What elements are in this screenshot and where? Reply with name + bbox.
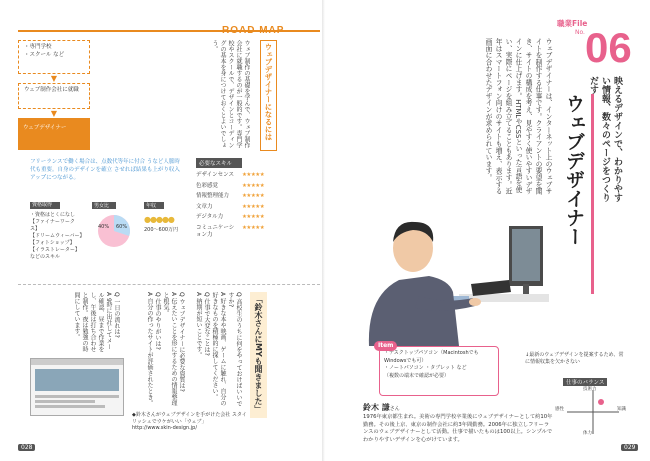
balance-axis: 知識 [617, 407, 626, 412]
skill-row: 文章力 ★★★★★ [196, 203, 265, 210]
interview-heading: 「鈴木さんにMYも聞きました」 [250, 292, 267, 418]
profile-name-text: 鈴木 謙 [363, 403, 390, 412]
skill-row: デザインセンス ★★★★★ [196, 172, 265, 178]
qual-panel [30, 202, 85, 261]
job-title: ウェブデザイナー [561, 94, 594, 294]
balance-title: 仕事のバランス [563, 378, 607, 386]
qual-item: 【イラストレーター】 [30, 247, 80, 253]
qual-item: ・資格はとくになし [30, 212, 76, 218]
income-panel [144, 202, 192, 233]
item-entry: （複数の端末で確認が必要） [384, 372, 450, 379]
ratio-value: 60% [116, 224, 128, 230]
file-number: 06 [585, 24, 632, 71]
ratio-title: 男女比 [92, 202, 116, 209]
qual-item: などのスキル [30, 254, 60, 260]
income-label: 200〜600万円 [144, 227, 179, 233]
file-no-label: No. [575, 29, 585, 36]
qa-column-3: Q 一日の流れは? A 9時に出社してメール確認、昼まで作業をし、午後は打ち合わせと制作。夜は勉強の時間にしています。 [73, 292, 120, 352]
skill-row: コミュニケーション力 ★★★★★ [196, 224, 265, 238]
website-thumbnail [30, 358, 124, 416]
road-text: ウェブ制作の基礎を学んで、ウェブ制作会社に就職するのが一般的です。専門学校やスクールで、デザインとコーディングの基本を身につけておくとよいでしょう。 [211, 40, 250, 148]
page-number: 028 [18, 444, 35, 451]
profile-text: 1976年東京都生まれ。美術の専門学校卒業後にウェブデザイナーとして約10年勤務。その後上京、東京の制作会社に約3年間勤務。2006年に独立しフリーランスのウェブデザイナーとして活動。仕事で描いたものは100以上。シンプルでわかりやすいデザインを心がけています。 [363, 414, 553, 443]
profile-suffix: さん [389, 406, 400, 412]
road-step-goal: ウェブデザイナー [18, 118, 90, 150]
profile-name [363, 402, 400, 413]
road-map [18, 40, 90, 150]
qual-item: 【フォトショップ】 [30, 240, 75, 246]
skills-title: 必要なスキル [196, 158, 242, 168]
qa-column-1: Q 高校生のうちに何をやっておけばいいですか? A 好きな本や映画、ゲームに触れ、自分の好きなものを積極的に探してください。 Q 仕事で大変なことは? A 納期が短いことです。 [195, 292, 242, 407]
freelance-note: フリーランスで働く場合は、点数代等年に付合 うなど人脈時代も重要。自身のデザインを確立 させれば結果も上がり収入アップにつながる。 [30, 159, 180, 181]
ratio-value: 40% [98, 224, 110, 230]
arrow-down-icon: ▼ [50, 109, 58, 118]
body-text: ウェブデザイナーは、インターネット上のウェブサイトを制作する仕事です。クライアントの要望を聞き、サイトの構成を考え、見やすく使いやすいデザインに仕上げます。HTMLやCSSといった言語を使い、実際にページを組み立てることもあります。近年はスマートフォン向けのサイトも増え、表示する画面に合わせたデザインが求められています。 [484, 38, 552, 195]
title-rule [18, 30, 320, 32]
road-vertical-heading: ウェブデザイナーになるには [260, 40, 277, 151]
qa-column-2: Q ウェブデザイナーに必要な資質は? A 伝えたいことを形にするための情報整理と根気。 Q 仕事のやりがいは? A 自分の作ったサイトが評価されたとき。 [146, 292, 185, 407]
qual-item: 【ファイナーワークス】 [30, 219, 75, 232]
file-label: 職業File [557, 19, 588, 28]
qual-title: 資格取得 [30, 202, 60, 209]
balance-chart [565, 388, 621, 436]
ratio-panel [92, 202, 136, 253]
income-title: 年収 [144, 202, 164, 209]
photo-caption: ↓最新のウェブデザインを提案するため、常に情報収集を欠かさない [525, 352, 624, 365]
qual-item: 【ドリームウィーバー】 [30, 233, 85, 239]
arrow-down-icon: ▼ [50, 74, 58, 83]
right-page [325, 0, 650, 461]
balance-axis: 感性 [555, 407, 564, 412]
section-divider [18, 284, 320, 286]
skill-row: デジタル力 ★★★★★ [196, 214, 265, 220]
skill-row: 情報整理能力 ★★★★★ [196, 193, 265, 199]
item-title: Item [374, 341, 397, 351]
balance-axis: 技術力 [583, 387, 597, 392]
designer-illustration [349, 196, 549, 346]
item-box [378, 342, 499, 396]
skill-row: 色彩感覚 ★★★★★ [196, 182, 265, 189]
thumbnail-caption: ◆鈴木さんがウェブデザインを手がけた会社 スタイリッシュでウケがいい「ウェブ」 http://www.skin-design.jp/ [132, 412, 247, 431]
skills-panel [196, 158, 286, 240]
tagline: 映えるデザインで、わかりやすい情報、数々のページをつくりだす [588, 76, 622, 202]
road-step-school: ・専門学校 ・スクール など [18, 40, 90, 74]
balance-axis: 体力 [583, 431, 592, 436]
item-entry: ・デスクトップパソコン（Macintoshでも Windowsでも可） [384, 350, 479, 364]
page-number: 029 [621, 444, 638, 451]
road-step-company: ウェブ制作会社に就職 [18, 83, 90, 109]
item-entry: ・ノートパソコン ・タブレット など [384, 365, 467, 371]
coins-icon: ●●●●● [144, 215, 174, 224]
